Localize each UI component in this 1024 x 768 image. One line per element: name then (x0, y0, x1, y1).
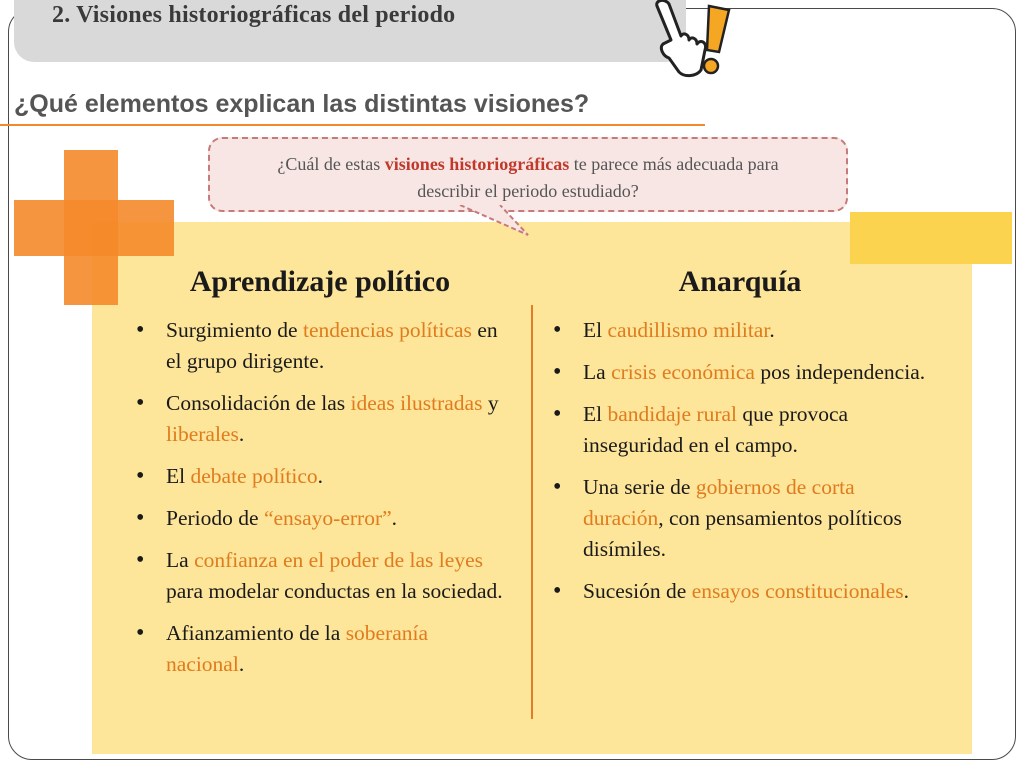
list-item: • Afianzamiento de la soberanía nacional. (128, 618, 508, 680)
list-item: • Surgimiento de tendencias políticas en el grupo dirigente. (128, 315, 508, 377)
section-title: 2. Visiones historiográficas del periodo (52, 2, 456, 28)
guiding-question: ¿Qué elementos explican las distintas visiones? (14, 90, 590, 118)
decorative-block (850, 212, 1012, 264)
list-item: • Sucesión de ensayos constitucionales. (545, 576, 935, 607)
list-item: • El caudillismo militar. (545, 315, 935, 346)
speech-bubble-tail (440, 205, 540, 241)
left-column-list (128, 315, 508, 691)
list-item: • El debate político. (128, 461, 508, 492)
bubble-highlight: visiones historiográficas (384, 154, 570, 174)
exclamation-icon (704, 6, 729, 73)
pointing-hand-icon (645, 0, 735, 82)
list-item: • La crisis económica pos independencia. (545, 357, 935, 388)
speech-bubble (208, 137, 848, 212)
section-tab (14, 0, 686, 62)
bubble-text: ¿Cuál de estas visiones historiográficas te parece más adecuada para describir el periodo estudiado? (277, 154, 779, 201)
list-item: • La confianza en el poder de las leyes para modelar conductas en la sociedad. (128, 545, 508, 607)
right-column-list (545, 315, 935, 618)
list-item: • Consolidación de las ideas ilustradas y liberales. (128, 388, 508, 450)
question-underline (0, 124, 705, 126)
right-column-title: Anarquía (678, 265, 802, 298)
list-item: • Periodo de “ensayo-error”. (128, 503, 508, 534)
column-divider (531, 305, 533, 719)
list-item: • El bandidaje rural que provoca inseguridad en el campo. (545, 399, 935, 461)
left-column-title: Aprendizaje político (189, 265, 451, 298)
list-item: • Una serie de gobiernos de corta duración, con pensamientos políticos disímiles. (545, 472, 935, 565)
